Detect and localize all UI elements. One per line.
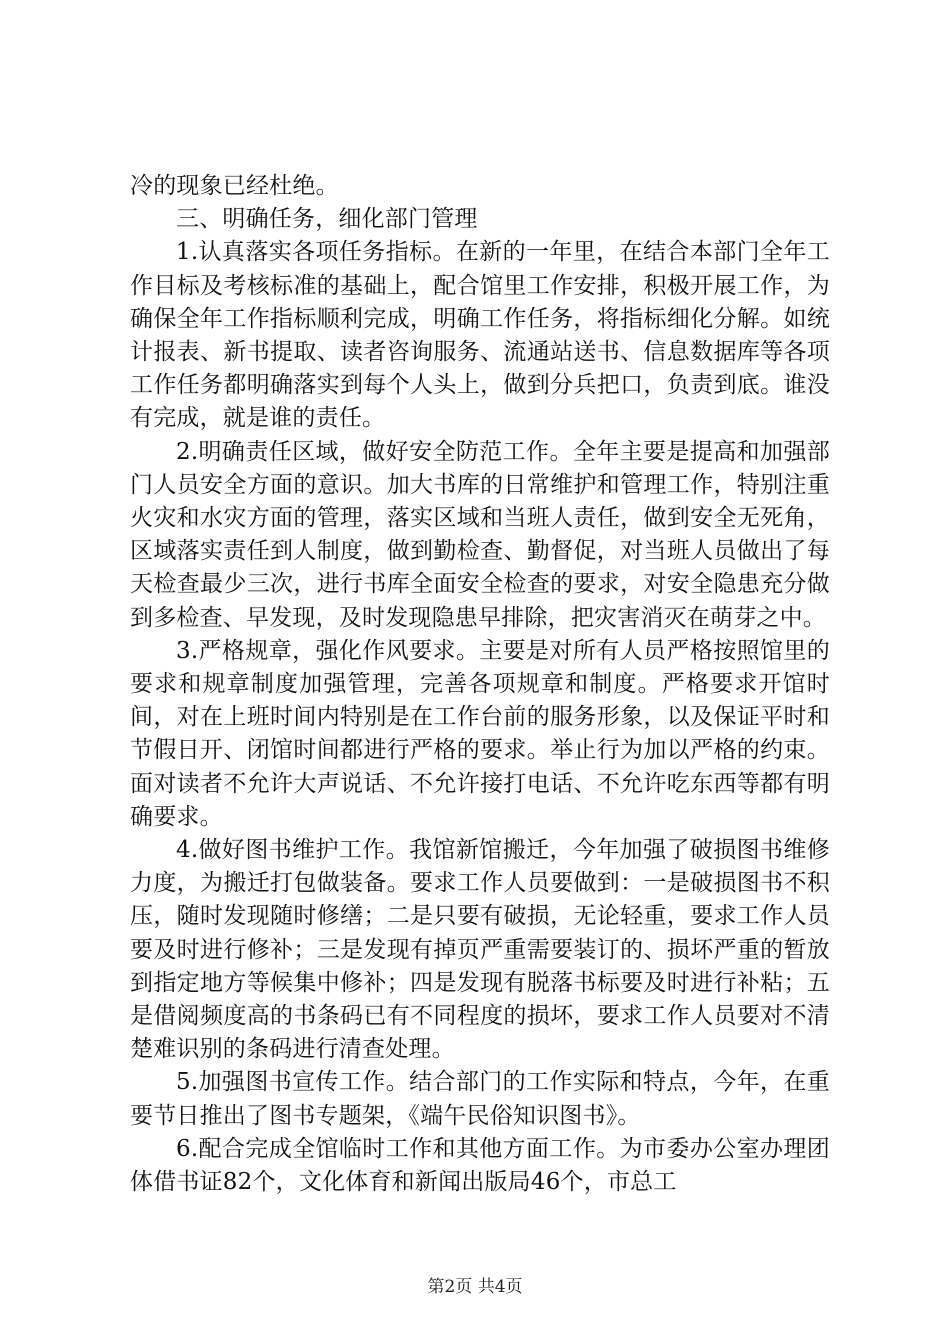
paragraph-item-4: 4.做好图书维护工作。我馆新馆搬迁，今年加强了破损图书维修力度，为搬迁打包做装备。要求工作人员要做到：一是破损图书不积压，随时发现随时修缮；二是只要有破损，无论轻重，要求工作人员要及时进行修补；三是发现有掉页严重需要装订的、损坏严重的暂放到指定地方等候集中修补；四是发现有脱落书标要及时进行补粘；五是借阅频度高的书条码已有不同程度的损坏，要求工作人员要对不清楚难识别的条码进行清查处理。 — [130, 837, 830, 1063]
paragraph-item-1: 1.认真落实各项任务指标。在新的一年里，在结合本部门全年工作目标及考核标准的基础上，配合馆里工作安排，积极开展工作，为确保全年工作指标顺利完成，明确工作任务，将指标细化分解。如统计报表、新书提取、读者咨询服务、流通站送书、信息数据库等各项工作任务都明确落实到每个人头上，做到分兵把口，负责到底。谁没有完成，就是谁的责任。 — [130, 239, 830, 432]
paragraph-item-2: 2.明确责任区域，做好安全防范工作。全年主要是提高和加强部门人员安全方面的意识。加大书库的日常维护和管理工作，特别注重火灾和水灾方面的管理，落实区域和当班人责任，做到安全无死角，区域落实责任到人制度，做到勤检查、勤督促，对当班人员做出了每天检查最少三次，进行书库全面安全检查的要求，对安全隐患充分做到多检查、早发现，及时发现隐患早排除，把灾害消灭在萌芽之中。 — [130, 438, 830, 631]
paragraph-0: 冷的现象已经杜绝。 — [130, 173, 339, 199]
paragraph-item-6: 6.配合完成全馆临时工作和其他方面工作。为市委办公室办理团体借书证82个，文化体育和新闻出版局46个，市总工 — [130, 1135, 830, 1196]
section-heading: 三、明确任务，细化部门管理 — [176, 206, 478, 233]
paragraph-item-3: 3.严格规章，强化作风要求。主要是对所有人员严格按照馆里的要求和规章制度加强管理，完善各项规章和制度。严格要求开馆时间，对在上班时间内特别是在工作台前的服务形象，以及保证平时和节假日开、闭馆时间都进行严格的要求。举止行为加以严格的约束。面对读者不允许大声说话、不允许接打电话、不允许吃东西等都有明确要求。 — [130, 637, 830, 830]
body-text — [130, 170, 830, 1199]
page-number-footer: 第2页 共4页 — [427, 1277, 523, 1297]
paragraph-item-5: 5.加强图书宣传工作。结合部门的工作实际和特点，今年，在重要节日推出了图书专题架，《端午民俗知识图书》。 — [130, 1069, 830, 1129]
